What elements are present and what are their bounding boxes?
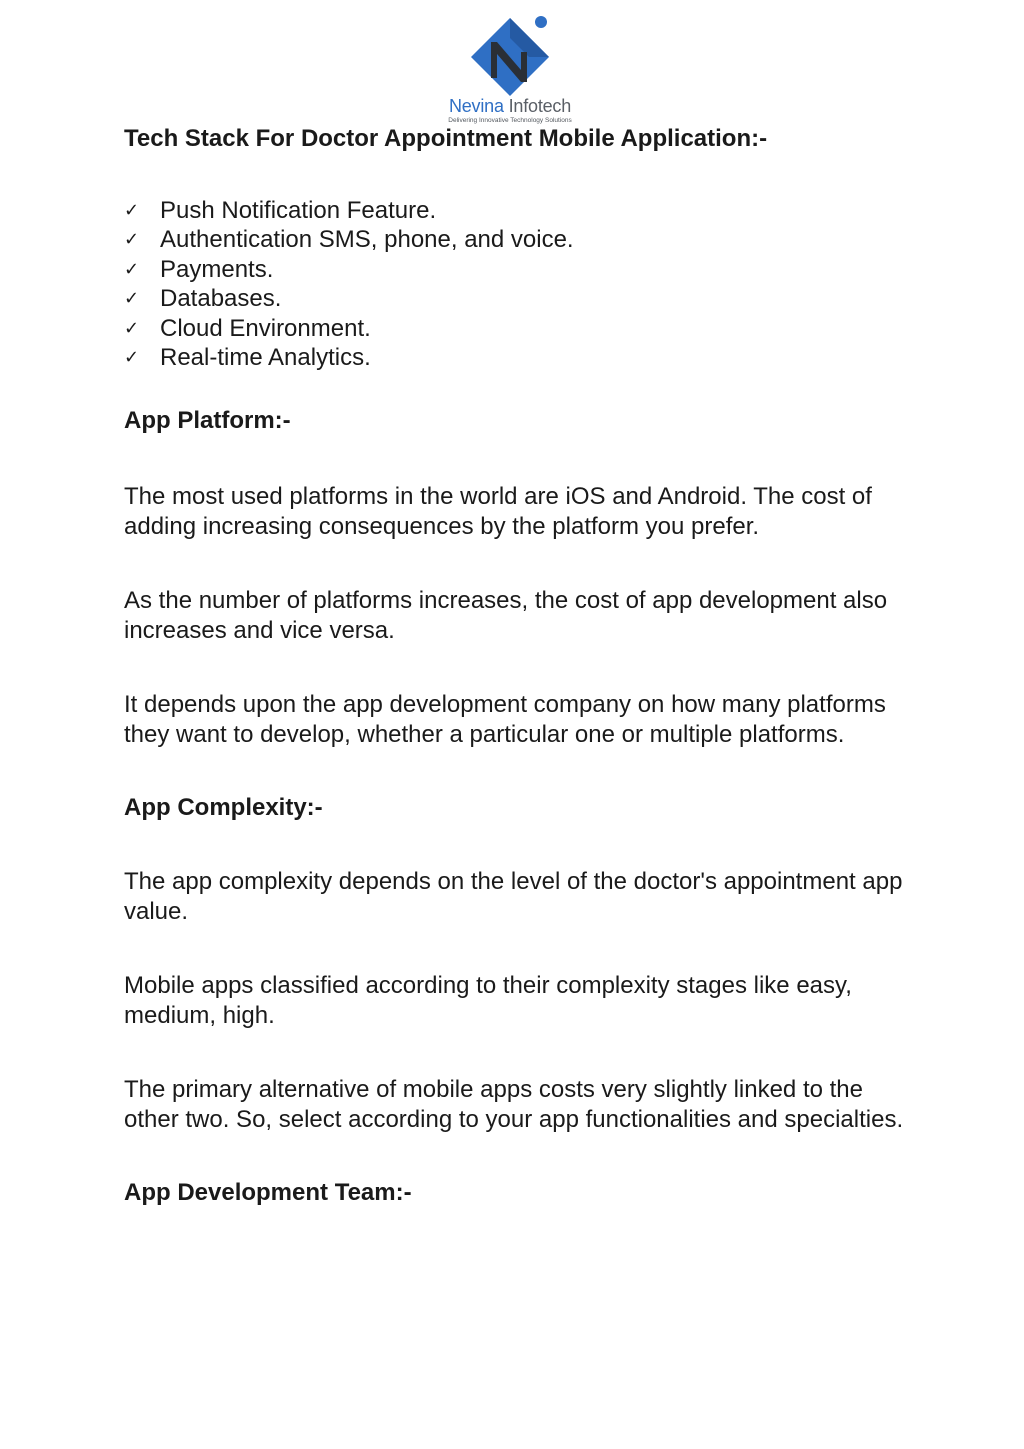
checklist-item — [124, 284, 914, 313]
check-icon: ✓ — [124, 288, 140, 310]
checklist-item — [124, 343, 914, 372]
logo-wordmark — [430, 96, 590, 117]
checklist-item-label: Databases. — [160, 285, 282, 313]
check-icon: ✓ — [124, 347, 140, 369]
paragraph: The most used platforms in the world are iOS and Android. The cost of adding increasing consequences by the platform you prefer. — [124, 483, 872, 540]
section-heading-platform: App Platform:- — [124, 407, 291, 435]
document-title: Tech Stack For Doctor Appointment Mobile Application:- — [124, 125, 768, 152]
checklist-item-label: Cloud Environment. — [160, 314, 371, 342]
checklist-item-label: Authentication SMS, phone, and voice. — [160, 226, 574, 254]
nevina-logo-icon — [463, 12, 557, 100]
check-icon: ✓ — [124, 200, 140, 221]
check-icon: ✓ — [124, 258, 140, 280]
paragraph: The primary alternative of mobile apps costs very slightly linked to the other two. So, select according to your app functionalities and specialties. — [124, 1076, 904, 1133]
logo-brand-first: Nevina — [448, 96, 504, 116]
paragraph: The app complexity depends on the level of the doctor's appointment app value. — [124, 868, 903, 925]
checklist-item-label: Push Notification Feature. — [160, 197, 437, 224]
check-icon: ✓ — [124, 317, 140, 339]
checklist-item-label: Payments. — [160, 255, 274, 283]
paragraph: As the number of platforms increases, the cost of app development also increases and vice versa. — [124, 587, 888, 644]
paragraph: Mobile apps classified according to their complexity stages like easy, medium, high. — [124, 972, 852, 1029]
document-body — [124, 122, 914, 1210]
company-logo — [430, 12, 590, 128]
checklist-item — [124, 314, 914, 343]
checklist-item — [124, 225, 914, 254]
checklist-item — [124, 255, 914, 284]
tech-stack-checklist — [124, 196, 914, 372]
section-heading-complexity: App Complexity:- — [124, 794, 323, 822]
checklist-item-label: Real-time Analytics. — [160, 344, 371, 372]
paragraph: It depends upon the app development company on how many platforms they want to develop, whether a particular one or multiple platforms. — [124, 691, 886, 748]
logo-brand-second: Infotech — [508, 96, 572, 116]
checklist-item — [124, 196, 914, 225]
logo-tagline: Delivering Innovative Technology Solutions — [448, 117, 572, 124]
check-icon: ✓ — [124, 229, 140, 251]
section-heading-team: App Development Team:- — [124, 1179, 412, 1207]
